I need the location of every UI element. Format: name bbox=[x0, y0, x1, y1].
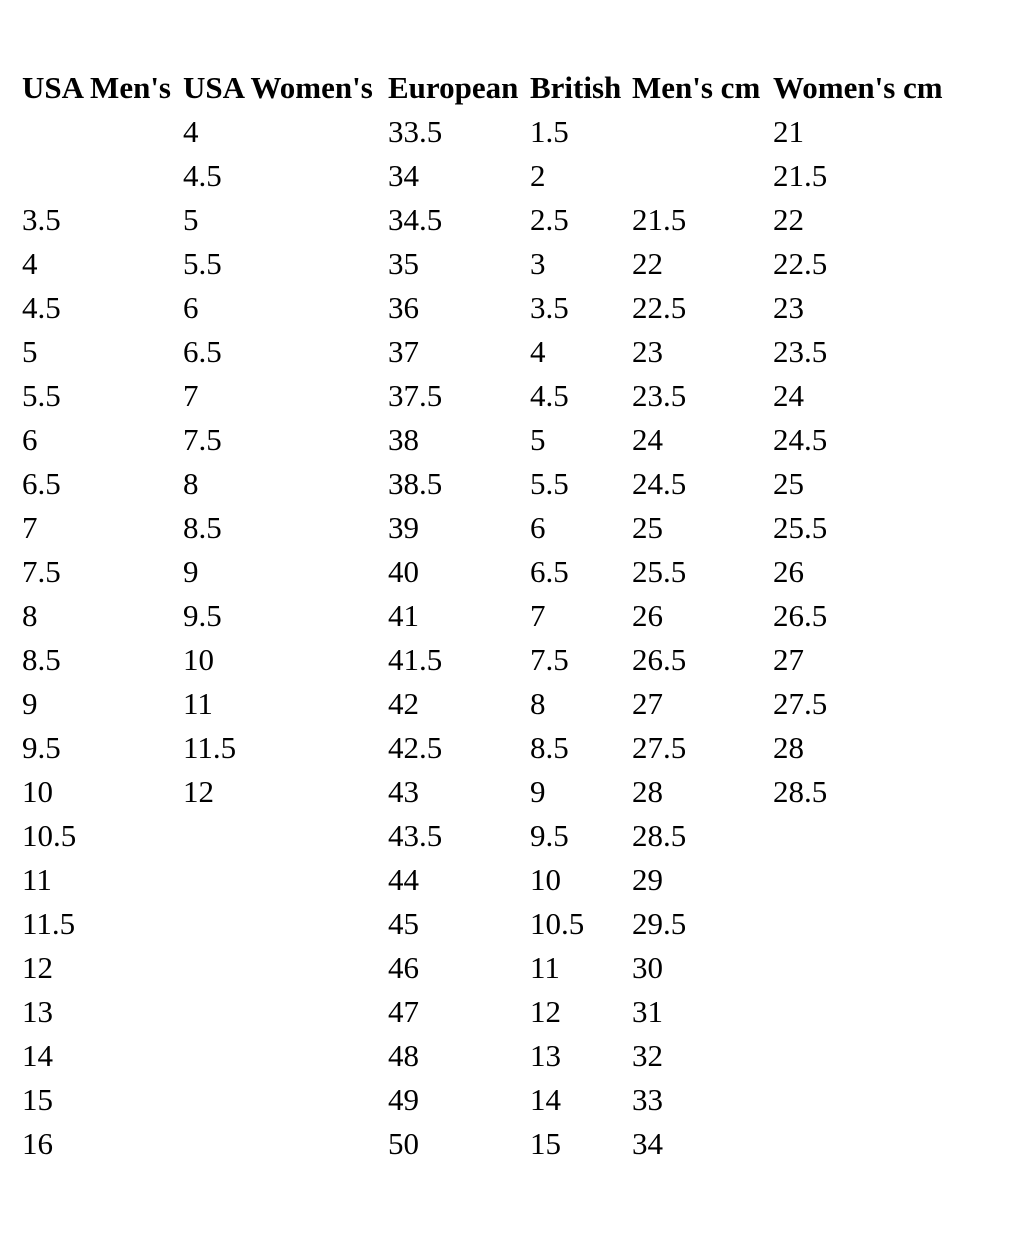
table-row bbox=[22, 638, 953, 682]
cell-british: 14 bbox=[530, 1082, 561, 1117]
cell-european: 42 bbox=[388, 686, 419, 721]
cell-mens-cm: 23 bbox=[632, 334, 663, 369]
cell-womens-cm: 21 bbox=[773, 114, 804, 149]
cell-european: 36 bbox=[388, 290, 419, 325]
cell-mens-cm: 33 bbox=[632, 1082, 663, 1117]
header-usa-womens: USA Women's bbox=[183, 70, 373, 105]
cell-usa-womens: 7.5 bbox=[183, 422, 222, 457]
cell-british: 7 bbox=[530, 598, 546, 633]
cell-usa-mens: 9.5 bbox=[22, 730, 61, 765]
header-mens-cm: Men's cm bbox=[632, 70, 761, 105]
cell-mens-cm: 24.5 bbox=[632, 466, 687, 501]
table-row bbox=[22, 858, 953, 902]
table-row bbox=[22, 1034, 953, 1078]
table-row bbox=[22, 1078, 953, 1122]
cell-british: 11 bbox=[530, 950, 560, 985]
cell-usa-womens: 8.5 bbox=[183, 510, 222, 545]
cell-womens-cm bbox=[773, 814, 953, 858]
cell-british: 1.5 bbox=[530, 114, 569, 149]
cell-usa-mens bbox=[22, 154, 183, 198]
cell-mens-cm: 31 bbox=[632, 994, 663, 1029]
cell-european: 37.5 bbox=[388, 378, 443, 413]
table-row bbox=[22, 242, 953, 286]
cell-usa-womens: 8 bbox=[183, 466, 199, 501]
cell-usa-womens: 11 bbox=[183, 686, 213, 721]
cell-mens-cm: 26.5 bbox=[632, 642, 687, 677]
cell-mens-cm: 21.5 bbox=[632, 202, 687, 237]
cell-womens-cm: 23 bbox=[773, 290, 804, 325]
cell-usa-mens bbox=[22, 110, 183, 154]
table-row bbox=[22, 726, 953, 770]
table-row bbox=[22, 198, 953, 242]
table-body bbox=[22, 110, 953, 1166]
cell-mens-cm: 30 bbox=[632, 950, 663, 985]
cell-european: 40 bbox=[388, 554, 419, 589]
cell-womens-cm: 26.5 bbox=[773, 598, 828, 633]
cell-usa-womens: 5.5 bbox=[183, 246, 222, 281]
cell-usa-mens: 5.5 bbox=[22, 378, 61, 413]
cell-usa-womens: 4.5 bbox=[183, 158, 222, 193]
cell-usa-womens: 12 bbox=[183, 774, 214, 809]
cell-womens-cm: 26 bbox=[773, 554, 804, 589]
cell-womens-cm bbox=[773, 1122, 953, 1166]
cell-british: 4.5 bbox=[530, 378, 569, 413]
cell-british: 5 bbox=[530, 422, 546, 457]
cell-womens-cm: 24.5 bbox=[773, 422, 828, 457]
cell-usa-mens: 6 bbox=[22, 422, 38, 457]
cell-british: 13 bbox=[530, 1038, 561, 1073]
header-british: British bbox=[530, 70, 622, 105]
cell-british: 8 bbox=[530, 686, 546, 721]
table-header-row bbox=[22, 66, 953, 110]
cell-usa-mens: 13 bbox=[22, 994, 53, 1029]
cell-usa-mens: 11 bbox=[22, 862, 52, 897]
cell-european: 34 bbox=[388, 158, 419, 193]
cell-british: 3.5 bbox=[530, 290, 569, 325]
cell-womens-cm bbox=[773, 858, 953, 902]
cell-womens-cm: 27.5 bbox=[773, 686, 828, 721]
header-european: European bbox=[388, 70, 519, 105]
cell-mens-cm: 34 bbox=[632, 1126, 663, 1161]
table-row bbox=[22, 594, 953, 638]
cell-usa-womens bbox=[183, 858, 388, 902]
cell-usa-womens bbox=[183, 1078, 388, 1122]
cell-mens-cm: 25 bbox=[632, 510, 663, 545]
cell-british: 5.5 bbox=[530, 466, 569, 501]
cell-usa-mens: 8.5 bbox=[22, 642, 61, 677]
cell-mens-cm: 22 bbox=[632, 246, 663, 281]
cell-usa-mens: 6.5 bbox=[22, 466, 61, 501]
table-row bbox=[22, 946, 953, 990]
cell-european: 35 bbox=[388, 246, 419, 281]
cell-european: 48 bbox=[388, 1038, 419, 1073]
cell-mens-cm bbox=[632, 154, 773, 198]
cell-womens-cm: 25 bbox=[773, 466, 804, 501]
cell-european: 44 bbox=[388, 862, 419, 897]
cell-mens-cm: 28 bbox=[632, 774, 663, 809]
cell-womens-cm bbox=[773, 902, 953, 946]
cell-usa-mens: 12 bbox=[22, 950, 53, 985]
table-row bbox=[22, 990, 953, 1034]
table-row bbox=[22, 286, 953, 330]
cell-european: 38.5 bbox=[388, 466, 443, 501]
table-row bbox=[22, 506, 953, 550]
table-row bbox=[22, 418, 953, 462]
cell-british: 12 bbox=[530, 994, 561, 1029]
cell-mens-cm: 29 bbox=[632, 862, 663, 897]
cell-womens-cm: 22.5 bbox=[773, 246, 828, 281]
cell-british: 10.5 bbox=[530, 906, 585, 941]
table-row bbox=[22, 814, 953, 858]
cell-british: 9.5 bbox=[530, 818, 569, 853]
cell-mens-cm bbox=[632, 110, 773, 154]
cell-usa-womens: 9.5 bbox=[183, 598, 222, 633]
cell-european: 38 bbox=[388, 422, 419, 457]
cell-mens-cm: 26 bbox=[632, 598, 663, 633]
cell-usa-mens: 15 bbox=[22, 1082, 53, 1117]
table-row bbox=[22, 462, 953, 506]
cell-usa-womens: 7 bbox=[183, 378, 199, 413]
cell-british: 6 bbox=[530, 510, 546, 545]
cell-european: 39 bbox=[388, 510, 419, 545]
cell-womens-cm: 28.5 bbox=[773, 774, 828, 809]
table-row bbox=[22, 330, 953, 374]
cell-usa-mens: 11.5 bbox=[22, 906, 76, 941]
table-row bbox=[22, 110, 953, 154]
shoe-size-table bbox=[22, 66, 953, 1166]
header-womens-cm: Women's cm bbox=[773, 70, 943, 105]
cell-mens-cm: 27 bbox=[632, 686, 663, 721]
cell-european: 42.5 bbox=[388, 730, 443, 765]
cell-usa-womens: 6.5 bbox=[183, 334, 222, 369]
header-usa-mens: USA Men's bbox=[22, 70, 171, 105]
cell-mens-cm: 29.5 bbox=[632, 906, 687, 941]
cell-womens-cm: 22 bbox=[773, 202, 804, 237]
cell-mens-cm: 24 bbox=[632, 422, 663, 457]
cell-european: 45 bbox=[388, 906, 419, 941]
cell-european: 43.5 bbox=[388, 818, 443, 853]
cell-usa-womens bbox=[183, 1122, 388, 1166]
cell-usa-mens: 10 bbox=[22, 774, 53, 809]
cell-womens-cm: 23.5 bbox=[773, 334, 828, 369]
table-row bbox=[22, 550, 953, 594]
cell-european: 50 bbox=[388, 1126, 419, 1161]
cell-usa-womens bbox=[183, 902, 388, 946]
cell-usa-womens bbox=[183, 990, 388, 1034]
cell-british: 7.5 bbox=[530, 642, 569, 677]
cell-usa-womens: 6 bbox=[183, 290, 199, 325]
cell-usa-mens: 7 bbox=[22, 510, 38, 545]
cell-european: 41.5 bbox=[388, 642, 443, 677]
cell-british: 8.5 bbox=[530, 730, 569, 765]
table-row bbox=[22, 1122, 953, 1166]
cell-usa-womens: 9 bbox=[183, 554, 199, 589]
table-row bbox=[22, 154, 953, 198]
table-row bbox=[22, 770, 953, 814]
cell-usa-mens: 9 bbox=[22, 686, 38, 721]
cell-british: 9 bbox=[530, 774, 546, 809]
cell-british: 15 bbox=[530, 1126, 561, 1161]
table-row bbox=[22, 682, 953, 726]
cell-womens-cm: 27 bbox=[773, 642, 804, 677]
cell-mens-cm: 32 bbox=[632, 1038, 663, 1073]
cell-usa-mens: 8 bbox=[22, 598, 38, 633]
cell-european: 37 bbox=[388, 334, 419, 369]
cell-mens-cm: 27.5 bbox=[632, 730, 687, 765]
cell-usa-mens: 4 bbox=[22, 246, 38, 281]
cell-european: 41 bbox=[388, 598, 419, 633]
cell-british: 4 bbox=[530, 334, 546, 369]
cell-british: 10 bbox=[530, 862, 561, 897]
cell-usa-mens: 16 bbox=[22, 1126, 53, 1161]
cell-womens-cm: 21.5 bbox=[773, 158, 828, 193]
cell-european: 33.5 bbox=[388, 114, 443, 149]
cell-usa-mens: 7.5 bbox=[22, 554, 61, 589]
table-row bbox=[22, 902, 953, 946]
cell-mens-cm: 23.5 bbox=[632, 378, 687, 413]
cell-british: 6.5 bbox=[530, 554, 569, 589]
cell-british: 2 bbox=[530, 158, 546, 193]
cell-usa-mens: 4.5 bbox=[22, 290, 61, 325]
cell-european: 49 bbox=[388, 1082, 419, 1117]
cell-usa-mens: 10.5 bbox=[22, 818, 77, 853]
cell-usa-mens: 5 bbox=[22, 334, 38, 369]
cell-usa-womens: 4 bbox=[183, 114, 199, 149]
cell-european: 46 bbox=[388, 950, 419, 985]
cell-mens-cm: 25.5 bbox=[632, 554, 687, 589]
cell-usa-womens bbox=[183, 946, 388, 990]
cell-usa-womens: 5 bbox=[183, 202, 199, 237]
cell-womens-cm bbox=[773, 990, 953, 1034]
cell-usa-womens bbox=[183, 1034, 388, 1078]
cell-usa-womens: 11.5 bbox=[183, 730, 237, 765]
cell-womens-cm: 28 bbox=[773, 730, 804, 765]
cell-european: 43 bbox=[388, 774, 419, 809]
cell-mens-cm: 22.5 bbox=[632, 290, 687, 325]
cell-european: 47 bbox=[388, 994, 419, 1029]
cell-british: 3 bbox=[530, 246, 546, 281]
table-row bbox=[22, 374, 953, 418]
cell-womens-cm: 24 bbox=[773, 378, 804, 413]
cell-womens-cm bbox=[773, 946, 953, 990]
cell-usa-womens bbox=[183, 814, 388, 858]
cell-usa-mens: 14 bbox=[22, 1038, 53, 1073]
cell-womens-cm bbox=[773, 1034, 953, 1078]
cell-european: 34.5 bbox=[388, 202, 443, 237]
cell-mens-cm: 28.5 bbox=[632, 818, 687, 853]
cell-british: 2.5 bbox=[530, 202, 569, 237]
cell-usa-womens: 10 bbox=[183, 642, 214, 677]
cell-womens-cm: 25.5 bbox=[773, 510, 828, 545]
cell-usa-mens: 3.5 bbox=[22, 202, 61, 237]
cell-womens-cm bbox=[773, 1078, 953, 1122]
